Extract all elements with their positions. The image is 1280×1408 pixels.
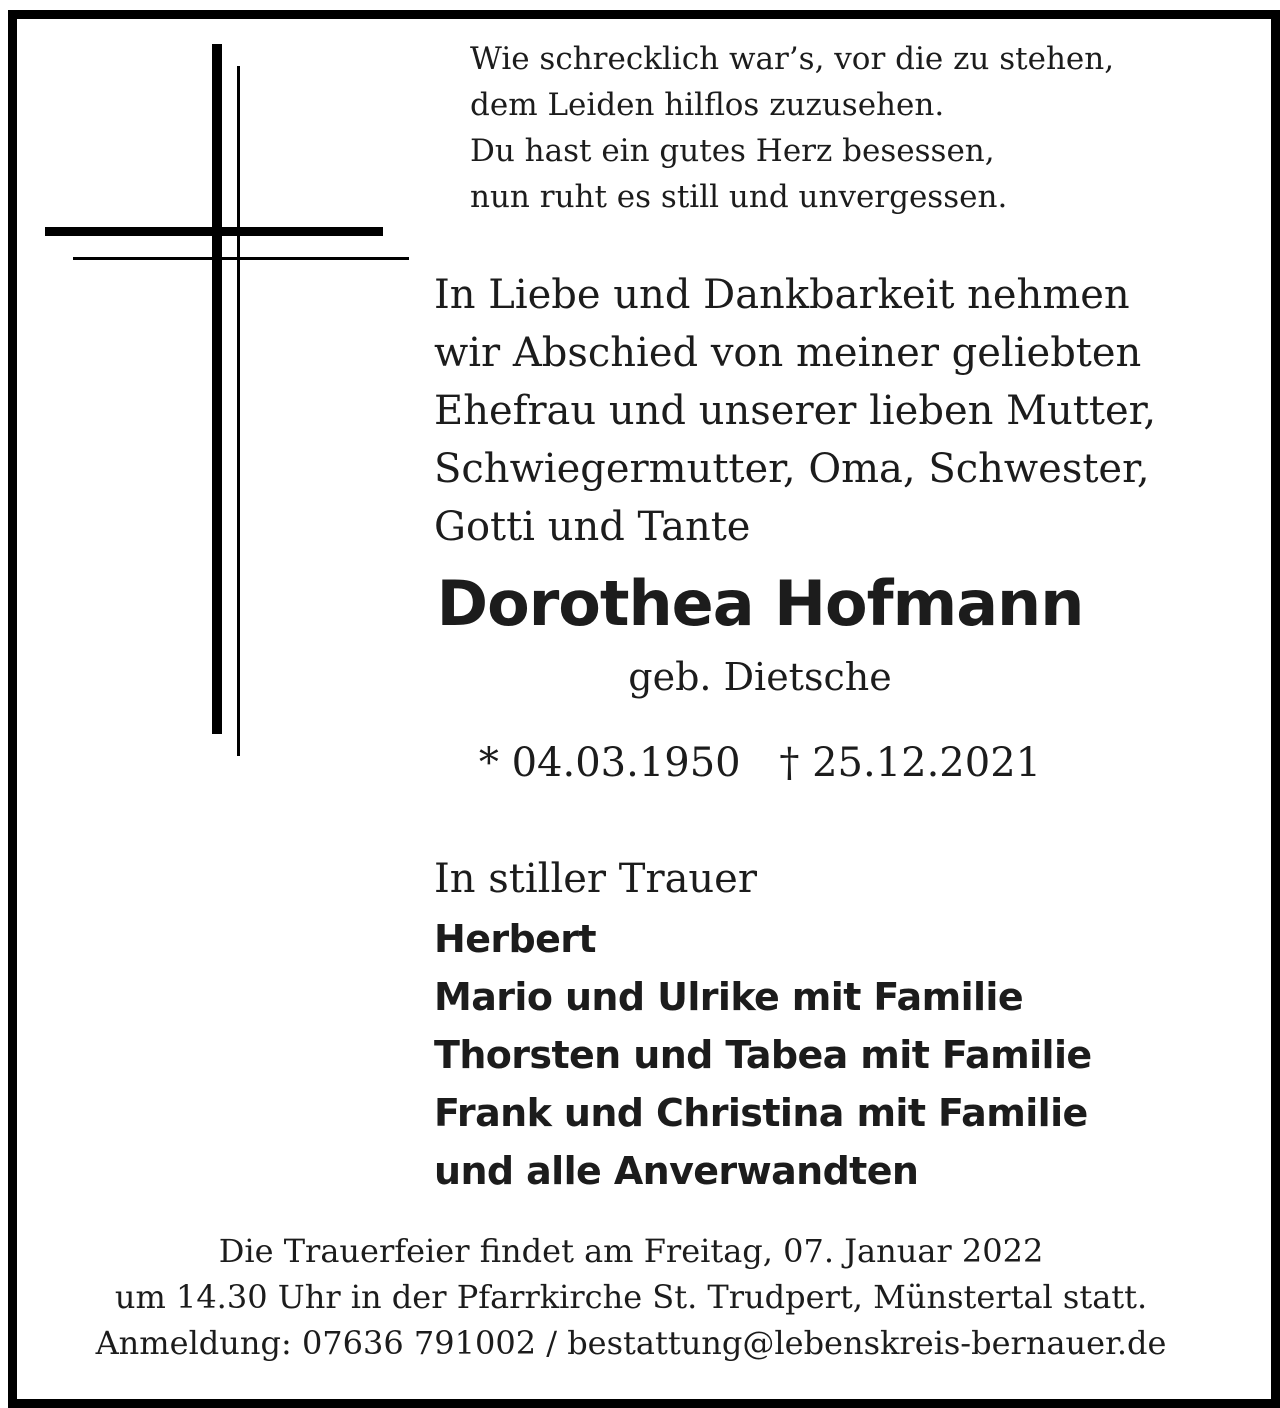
intro-text [434,266,1156,556]
life-dates [430,735,1090,791]
cross-vertical-line [237,66,240,756]
funeral-info [0,1228,1262,1366]
list-item: und alle Anverwandten [434,1149,919,1193]
poem-line: Wie schrecklich war’s, vor die zu stehen, [470,41,1115,77]
list-item: Mario und Ulrike mit Familie [434,975,1024,1019]
funeral-info-line: Die Trauerfeier findet am Freitag, 07. Januar 2022 [218,1232,1044,1270]
birth-symbol: * [478,740,499,786]
death-date: 25.12.2021 [812,740,1042,786]
mourners-list [434,910,1092,1200]
poem [470,36,1114,220]
intro-line: Ehefrau und unserer lieben Mutter, [434,388,1157,434]
poem-line: Du hast ein gutes Herz besessen, [470,133,995,169]
mourning-intro: In stiller Trauer [434,856,757,902]
funeral-info-line: Anmeldung: 07636 791002 / bestattung@lebenskreis-bernauer.de [95,1324,1167,1362]
list-item: Herbert [434,917,596,961]
death-symbol-icon: † [779,740,800,786]
intro-line: wir Abschied von meiner geliebten [434,330,1142,376]
list-item: Frank und Christina mit Familie [434,1091,1088,1135]
poem-line: dem Leiden hilflos zuzusehen. [470,87,945,123]
birth-date: 04.03.1950 [511,740,741,786]
intro-line: In Liebe und Dankbarkeit nehmen [434,272,1130,318]
poem-line: nun ruht es still und unvergessen. [470,179,1008,215]
cross-horizontal-line [73,257,409,260]
funeral-info-line: um 14.30 Uhr in der Pfarrkirche St. Trudpert, Münstertal statt. [114,1278,1148,1316]
deceased-name: Dorothea Hofmann [436,567,1084,640]
cross-horizontal-bar [45,227,383,236]
maiden-name: geb. Dietsche [628,655,892,699]
cross-vertical-bar [212,44,222,734]
intro-line: Schwiegermutter, Oma, Schwester, [434,446,1150,492]
list-item: Thorsten und Tabea mit Familie [434,1033,1092,1077]
intro-line: Gotti und Tante [434,504,751,550]
